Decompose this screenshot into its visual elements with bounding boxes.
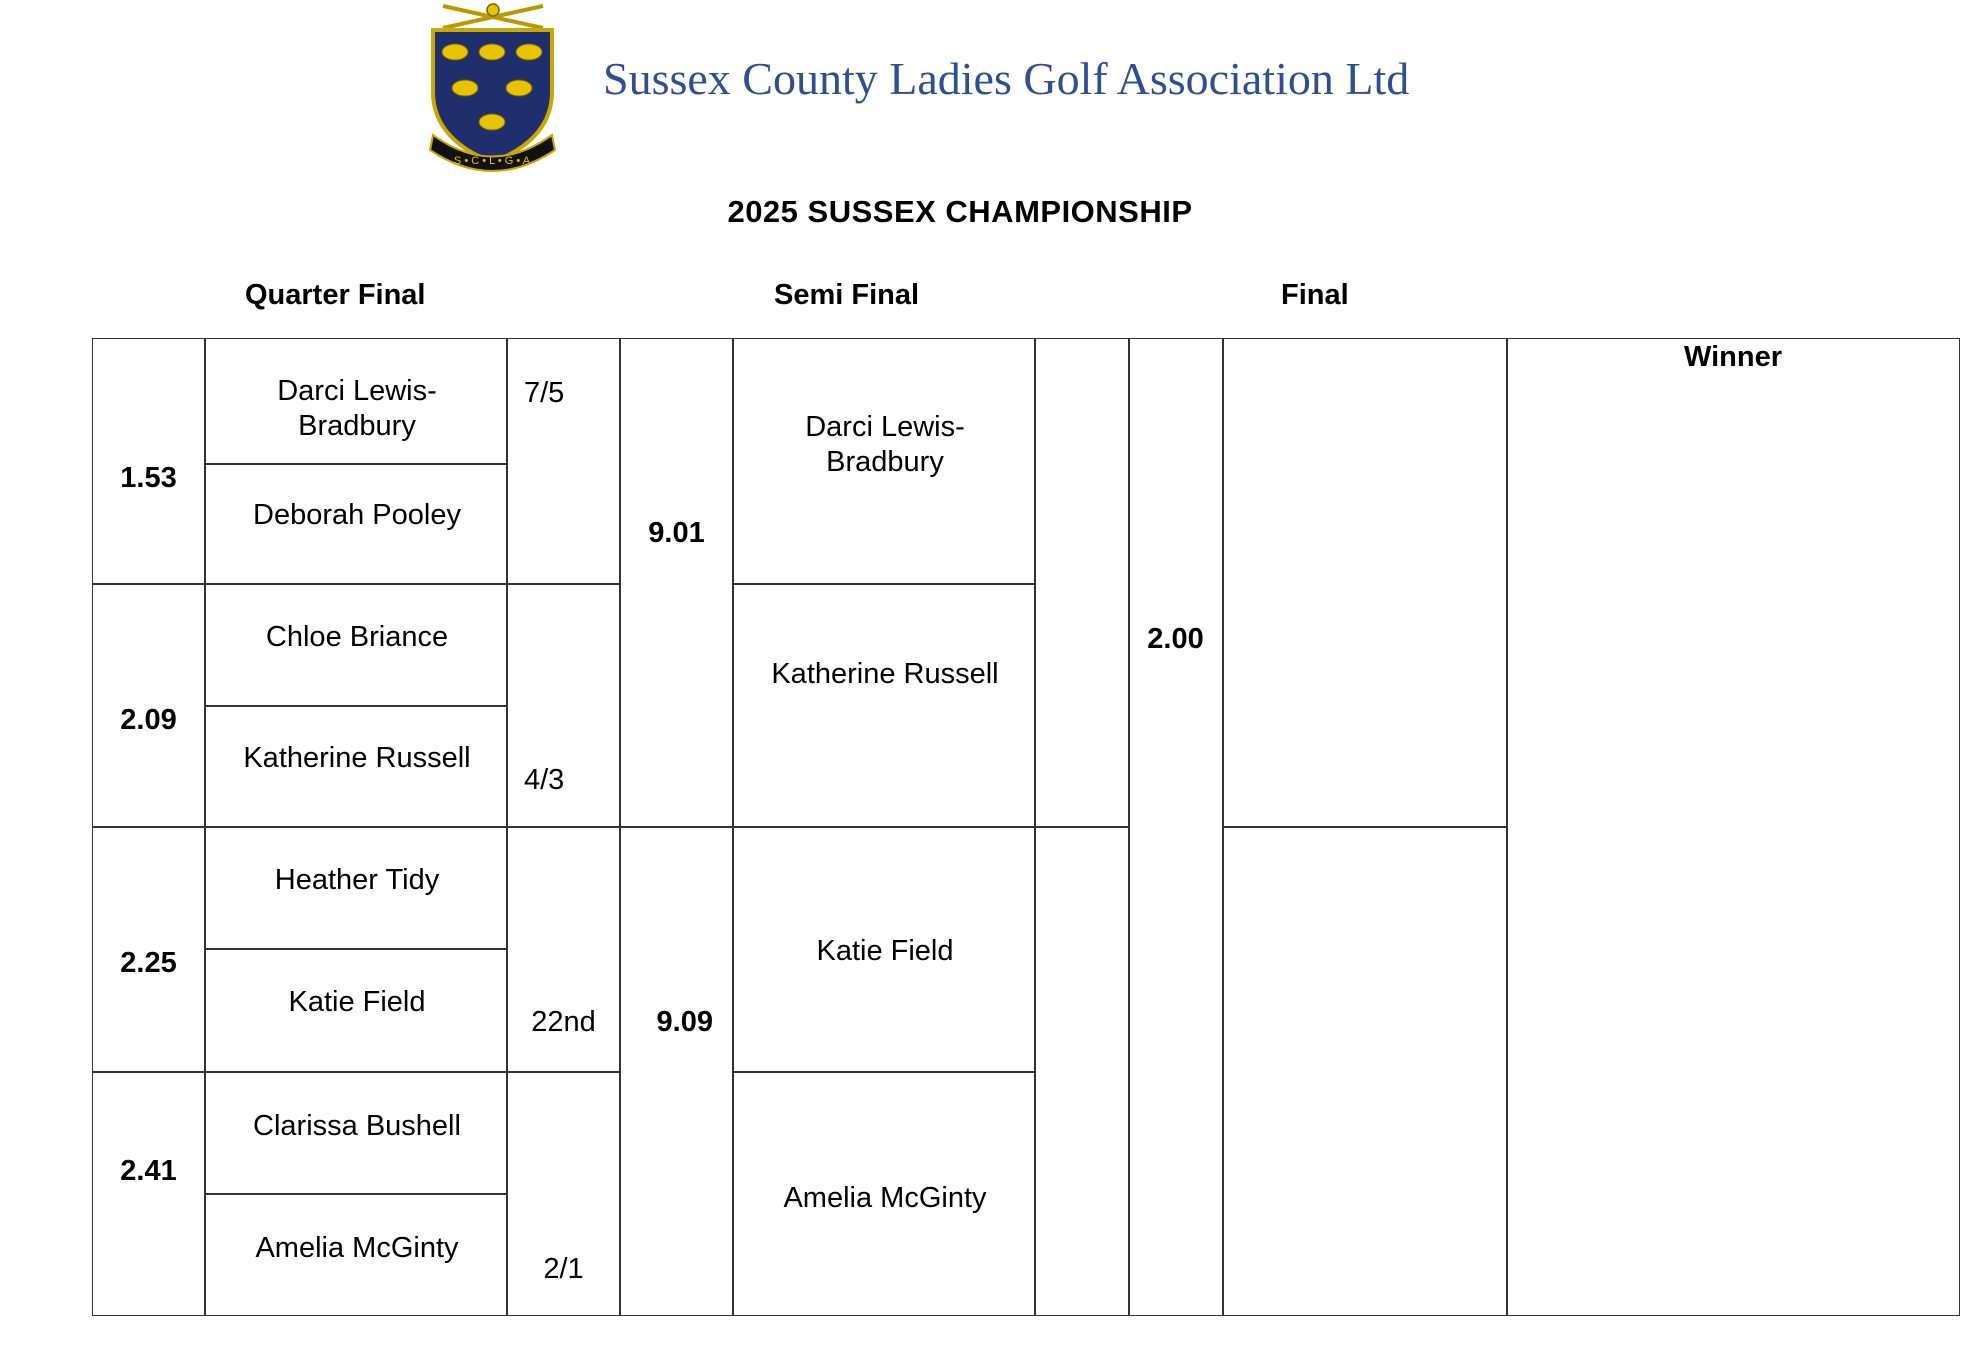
sf-player-name bbox=[734, 410, 1036, 480]
row-divider bbox=[732, 583, 1035, 585]
sf-match-time: 9.09 bbox=[656, 1006, 713, 1038]
sf-match-time: 9.01 bbox=[648, 517, 705, 549]
row-divider bbox=[204, 463, 507, 465]
qf-result: 22nd bbox=[531, 1006, 596, 1038]
qf-player-name: Amelia McGinty bbox=[255, 1232, 459, 1264]
qf-match-time: 2.25 bbox=[120, 947, 177, 979]
qf-player-name bbox=[206, 374, 508, 444]
row-divider bbox=[1222, 826, 1507, 828]
winner-heading: Winner bbox=[1683, 341, 1783, 373]
sf-player-name: Katie Field bbox=[816, 935, 954, 967]
row-divider bbox=[619, 826, 733, 828]
qf-match-time: 2.41 bbox=[120, 1155, 177, 1187]
qf-match-time: 1.53 bbox=[120, 462, 177, 494]
qf-player-name-text: Darci Lewis-Bradbury bbox=[277, 375, 437, 442]
row-divider bbox=[204, 705, 507, 707]
round-heading-semi-final: Semi Final bbox=[774, 279, 920, 311]
qf-result: 4/3 bbox=[524, 764, 565, 796]
row-divider bbox=[1034, 826, 1129, 828]
sclga-crest-logo bbox=[425, 0, 560, 178]
round-heading-quarter-final: Quarter Final bbox=[245, 279, 426, 311]
qf-player-name: Katherine Russell bbox=[243, 742, 471, 774]
round-heading-final: Final bbox=[1281, 279, 1349, 311]
row-divider bbox=[92, 583, 507, 585]
qf-player-name: Clarissa Bushell bbox=[253, 1110, 461, 1142]
row-divider bbox=[506, 583, 620, 585]
qf-player-name: Deborah Pooley bbox=[253, 499, 461, 531]
row-divider bbox=[204, 1193, 507, 1195]
sf-player-name: Amelia McGinty bbox=[783, 1182, 987, 1214]
qf-result: 7/5 bbox=[524, 377, 565, 409]
row-divider bbox=[506, 1071, 620, 1073]
qf-result: 2/1 bbox=[543, 1253, 584, 1285]
crest-scroll-text: S • C • L • G • A bbox=[453, 155, 531, 167]
qf-player-name: Heather Tidy bbox=[274, 864, 440, 896]
qf-match-time: 2.09 bbox=[120, 704, 177, 736]
row-divider bbox=[92, 826, 507, 828]
row-divider bbox=[204, 948, 507, 950]
association-name: Sussex County Ladies Golf Association Ltd bbox=[603, 53, 1410, 104]
row-divider bbox=[92, 1071, 507, 1073]
sf-player-name-text: Darci Lewis-Bradbury bbox=[805, 411, 965, 478]
final-match-time: 2.00 bbox=[1147, 623, 1204, 655]
row-divider bbox=[506, 826, 620, 828]
sf-player-name: Katherine Russell bbox=[771, 658, 999, 690]
row-divider bbox=[732, 826, 1035, 828]
row-divider bbox=[732, 1071, 1035, 1073]
qf-player-name: Chloe Briance bbox=[265, 621, 449, 653]
qf-player-name: Katie Field bbox=[288, 986, 426, 1018]
championship-title: 2025 SUSSEX CHAMPIONSHIP bbox=[727, 194, 1193, 229]
